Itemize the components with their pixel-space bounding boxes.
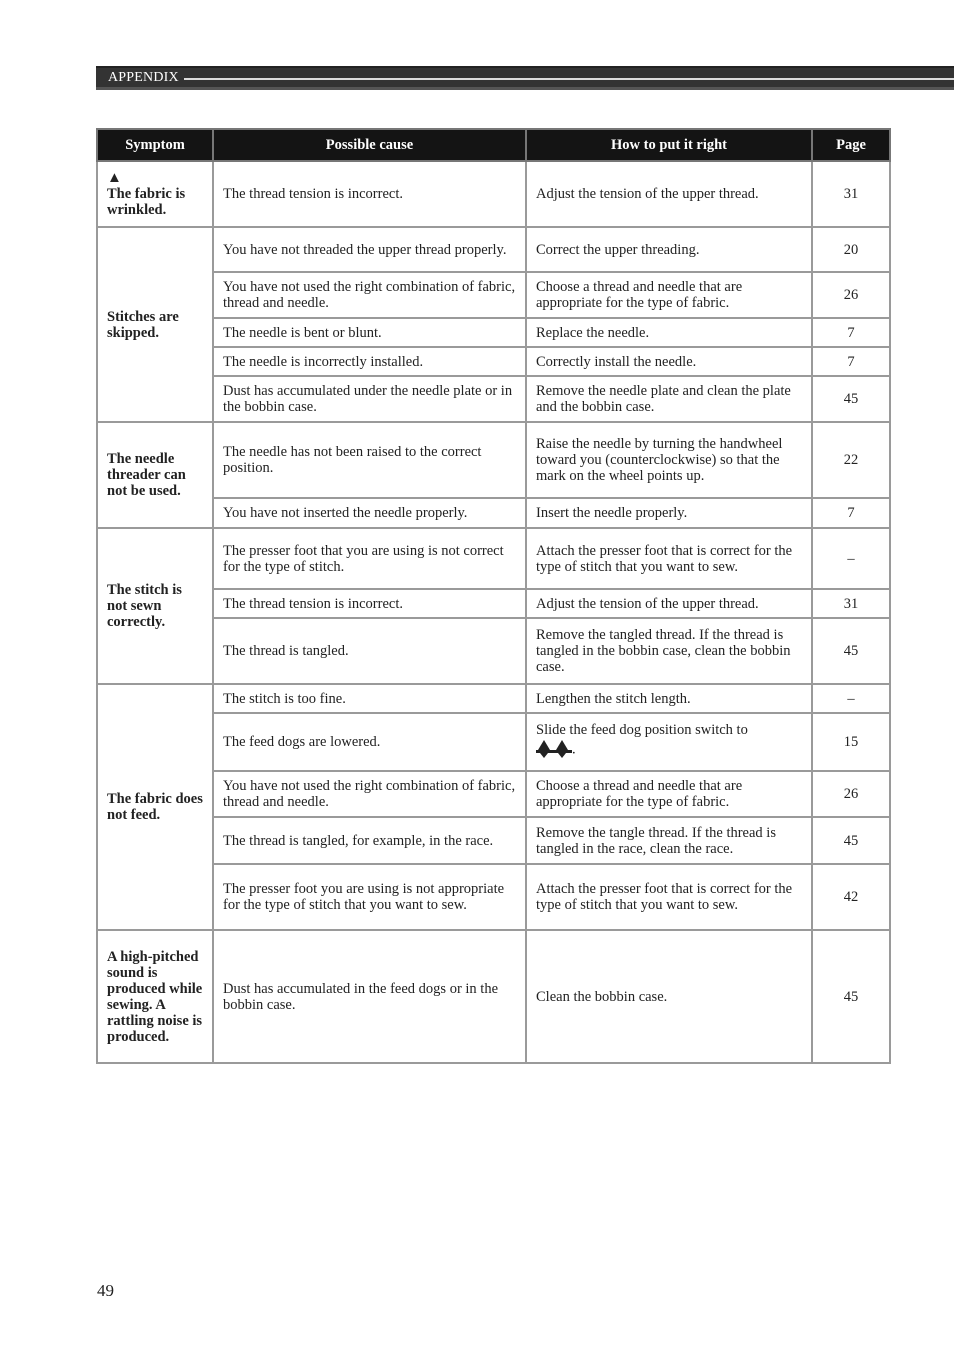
cause-cell: The stitch is too fine. <box>213 684 526 713</box>
fix-cell: Correctly install the needle. <box>526 347 812 376</box>
column-header-fix: How to put it right <box>526 129 812 161</box>
fix-cell: Attach the presser foot that is correct for the type of stitch that you want to sew. <box>526 864 812 930</box>
fix-cell <box>526 713 812 771</box>
cause-cell: The needle has not been raised to the correct position. <box>213 422 526 498</box>
column-header-symptom: Symptom <box>97 129 213 161</box>
troubleshooting-table <box>96 128 891 1064</box>
section-title: APPENDIX <box>108 70 179 85</box>
symptom-cell: The needle threader can not be used. <box>97 422 213 528</box>
fix-cell: Remove the tangled thread. If the thread is tangled in the bobbin case, clean the bobbin case. <box>526 618 812 684</box>
page-cell: 26 <box>812 771 890 817</box>
cause-cell: The presser foot that you are using is not correct for the type of stitch. <box>213 528 526 589</box>
table-row <box>97 272 890 318</box>
page-cell: – <box>812 528 890 589</box>
fix-cell: Insert the needle properly. <box>526 498 812 528</box>
cause-cell: The presser foot you are using is not appropriate for the type of stitch that you want to sew. <box>213 864 526 930</box>
page-cell: 26 <box>812 272 890 318</box>
section-header-bar <box>96 66 954 90</box>
cause-cell: You have not inserted the needle properly. <box>213 498 526 528</box>
fix-text: Slide the feed dog position switch to <box>536 722 748 738</box>
page-cell: 45 <box>812 618 890 684</box>
table-row <box>97 930 890 1063</box>
table-row <box>97 771 890 817</box>
table-row <box>97 817 890 864</box>
symptom-cell <box>97 161 213 227</box>
page-cell: 42 <box>812 864 890 930</box>
table-row <box>97 684 890 713</box>
fix-cell: Adjust the tension of the upper thread. <box>526 589 812 618</box>
triangle-icon: ▲ <box>107 170 122 186</box>
page-cell: 20 <box>812 227 890 272</box>
cause-cell: You have not threaded the upper thread properly. <box>213 227 526 272</box>
fix-suffix: . <box>572 741 576 758</box>
symptom-cell: The stitch is not sewn correctly. <box>97 528 213 684</box>
page-number: 49 <box>97 1281 114 1300</box>
page-cell: 22 <box>812 422 890 498</box>
symptom-text: The fabric is wrinkled. <box>107 186 186 218</box>
fix-cell: Choose a thread and needle that are appropriate for the type of fabric. <box>526 272 812 318</box>
page-cell: 7 <box>812 498 890 528</box>
symptom-cell: A high-pitched sound is produced while sewing. A rattling noise is produced. <box>97 930 213 1063</box>
cause-cell: You have not used the right combination of fabric, thread and needle. <box>213 771 526 817</box>
page-cell: 45 <box>812 930 890 1063</box>
page-cell: – <box>812 684 890 713</box>
cause-cell: The thread tension is incorrect. <box>213 161 526 227</box>
cause-cell: Dust has accumulated in the feed dogs or in the bobbin case. <box>213 930 526 1063</box>
fix-cell: Remove the tangle thread. If the thread is tangled in the race, clean the race. <box>526 817 812 864</box>
page-cell: 45 <box>812 376 890 422</box>
fix-cell: Replace the needle. <box>526 318 812 347</box>
page-cell: 45 <box>812 817 890 864</box>
fix-cell: Lengthen the stitch length. <box>526 684 812 713</box>
table-row <box>97 618 890 684</box>
table-row <box>97 422 890 498</box>
page-cell: 31 <box>812 589 890 618</box>
table-row <box>97 498 890 528</box>
header-rule <box>184 78 954 80</box>
symptom-cell: The fabric does not feed. <box>97 684 213 930</box>
fix-cell: Clean the bobbin case. <box>526 930 812 1063</box>
cause-cell: The needle is bent or blunt. <box>213 318 526 347</box>
table-row <box>97 713 890 771</box>
table-row <box>97 161 890 227</box>
table-row <box>97 528 890 589</box>
table-header-row <box>97 129 890 161</box>
cause-cell: Dust has accumulated under the needle plate or in the bobbin case. <box>213 376 526 422</box>
table-row <box>97 864 890 930</box>
feed-dog-up-icon <box>536 740 572 762</box>
table-row <box>97 589 890 618</box>
fix-cell: Adjust the tension of the upper thread. <box>526 161 812 227</box>
fix-cell: Choose a thread and needle that are appropriate for the type of fabric. <box>526 771 812 817</box>
table-row <box>97 318 890 347</box>
cause-cell: The feed dogs are lowered. <box>213 713 526 771</box>
page-cell: 15 <box>812 713 890 771</box>
fix-cell: Remove the needle plate and clean the plate and the bobbin case. <box>526 376 812 422</box>
table-row <box>97 376 890 422</box>
fix-cell: Correct the upper threading. <box>526 227 812 272</box>
table-row <box>97 347 890 376</box>
page-cell: 31 <box>812 161 890 227</box>
page-cell: 7 <box>812 318 890 347</box>
column-header-page: Page <box>812 129 890 161</box>
column-header-cause: Possible cause <box>213 129 526 161</box>
cause-cell: The thread is tangled, for example, in the race. <box>213 817 526 864</box>
page-cell: 7 <box>812 347 890 376</box>
symptom-cell: Stitches are skipped. <box>97 227 213 422</box>
cause-cell: The needle is incorrectly installed. <box>213 347 526 376</box>
cause-cell: The thread tension is incorrect. <box>213 589 526 618</box>
cause-cell: The thread is tangled. <box>213 618 526 684</box>
fix-cell: Raise the needle by turning the handwheel toward you (counterclockwise) so that the mark on the wheel points up. <box>526 422 812 498</box>
fix-cell: Attach the presser foot that is correct for the type of stitch that you want to sew. <box>526 528 812 589</box>
cause-cell: You have not used the right combination of fabric, thread and needle. <box>213 272 526 318</box>
table-row <box>97 227 890 272</box>
